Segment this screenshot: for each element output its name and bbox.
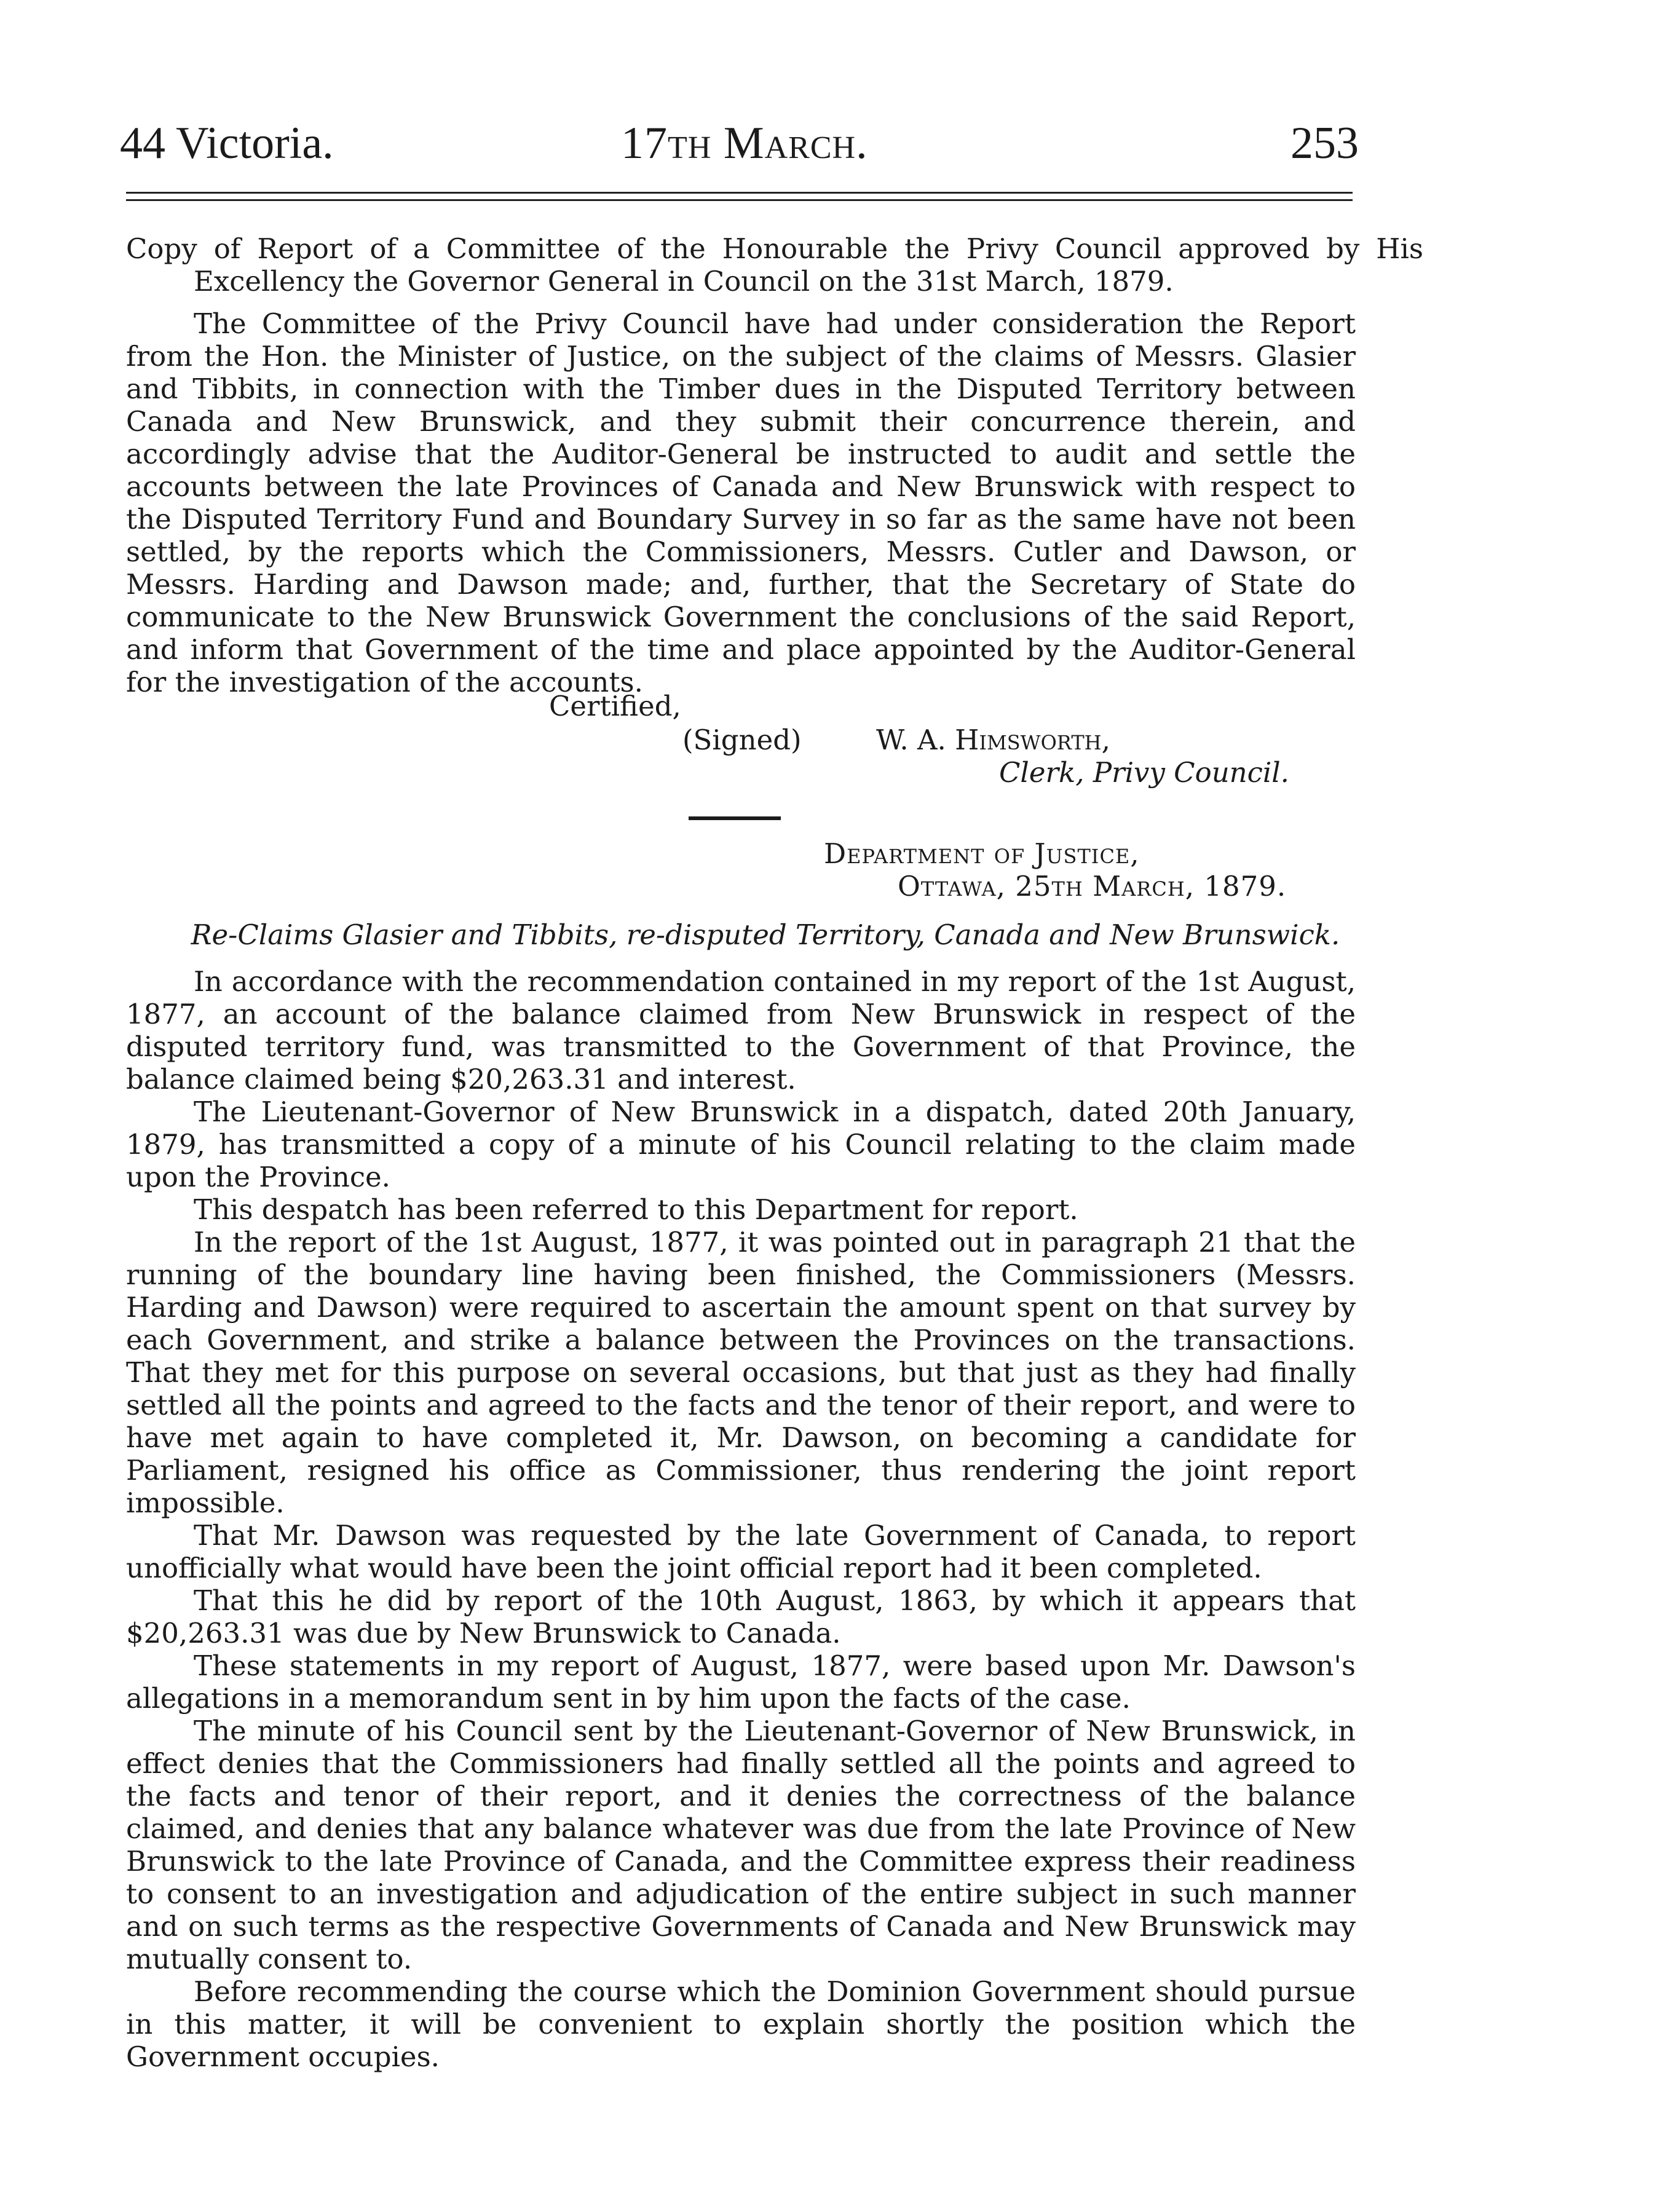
- letter-subject: Re-Claims Glasier and Tibbits, re-disputed Territory, Canada and New Brunswick.: [191, 918, 1340, 951]
- header-rule-bottom: [126, 199, 1353, 201]
- letter-paragraph: In accordance with the recommendation contained in my report of the 1st August, 1877, an account of the balance claimed from New Brunswick in respect of the disputed territory fund, was transmitted to the Government of that Province, the balance claimed being $20,263.31 and interest.: [126, 965, 1356, 1096]
- letter-paragraph: This despatch has been referred to this Department for report.: [194, 1193, 1078, 1226]
- letter-paragraph: In the report of the 1st August, 1877, it was pointed out in paragraph 21 that the running of the boundary line having been finished, the Commissioners (Messrs. Harding and Dawson) were required to ascertain the amount spent on that survey by each Government, and strike a balance between the Provinces on the transactions. That they met for this purpose on several occasions, but that just as they had finally settled all the points and agreed to the facts and the tenor of their report, and were to have met again to have completed it, Mr. Dawson, on becoming a candidate for Parliament, resigned his office as Commissioner, thus rendering the joint report impossible.: [126, 1226, 1356, 1519]
- letter-place-date: Ottawa, 25th March, 1879.: [898, 870, 1287, 903]
- letter-paragraph: The Lieutenant-Governor of New Brunswick in a dispatch, dated 20th January, 1879, has transmitted a copy of a minute of his Council relating to the claim made upon the Province.: [126, 1096, 1356, 1193]
- signed-label: (Signed): [682, 724, 802, 756]
- signer-title: Clerk, Privy Council.: [999, 756, 1289, 789]
- letter-paragraph: The minute of his Council sent by the Lieutenant-Governor of New Brunswick, in effect denies that the Commissioners had finally settled all the points and agreed to the facts and tenor of their report, and it denies the correctness of the balance claimed, and denies that any balance whatever was due from the late Province of New Brunswick to the late Province of Canada, and the Committee express their readiness to consent to an investigation and adjudication of the entire subject in such manner and on such terms as the respective Governments of Canada and New Brunswick may mutually consent to.: [126, 1715, 1356, 1975]
- running-header: [120, 109, 1359, 177]
- letter-body: [126, 965, 1356, 2073]
- letter-paragraph: That Mr. Dawson was requested by the late Government of Canada, to report unofficially what would have been the joint official report had it been completed.: [126, 1519, 1356, 1584]
- report-title: Copy of Report of a Committee of the Honourable the Privy Council approved by His Excellency the Governor General in Council on the 31st March, 1879.: [126, 232, 1423, 298]
- letter-paragraph: That this he did by report of the 10th August, 1863, by which it appears that $20,263.31 was due by New Brunswick to Canada.: [126, 1584, 1356, 1649]
- section-divider: [689, 816, 781, 820]
- certified-label: Certified,: [549, 690, 681, 722]
- signer-name: W. A. Himsworth,: [876, 724, 1110, 756]
- report-body: The Committee of the Privy Council have had under consideration the Report from the Hon. the Minister of Justice, on the subject of the claims of Messrs. Glasier and Tibbits, in connection with the Timber dues in the Disputed Territory between Canada and New Brunswick, and they submit their concurrence therein, and accordingly advise that the Auditor-General be instructed to audit and settle the accounts between the late Provinces of Canada and New Brunswick with respect to the Disputed Territory Fund and Boundary Survey in so far as the same have not been settled, by the reports which the Commissioners, Messrs. Cutler and Dawson, or Messrs. Harding and Dawson made; and, further, that the Secretary of State do communicate to the New Brunswick Government the conclusions of the said Report, and inform that Government of the time and place appointed by the Auditor-General for the investigation of the accounts.: [126, 307, 1356, 698]
- header-rule-top: [126, 192, 1353, 194]
- header-date: 17th March.: [621, 118, 868, 168]
- letter-paragraph: These statements in my report of August, 1877, were based upon Mr. Dawson's allegations in a memorandum sent in by him upon the facts of the case.: [126, 1649, 1356, 1715]
- header-session: 44 Victoria.: [120, 118, 334, 168]
- letter-paragraph: Before recommending the course which the Dominion Government should pursue in this matter, it will be convenient to explain shortly the position which the Government occupies.: [126, 1975, 1356, 2073]
- page-number: 253: [1290, 118, 1359, 168]
- letter-department: Department of Justice,: [824, 837, 1140, 870]
